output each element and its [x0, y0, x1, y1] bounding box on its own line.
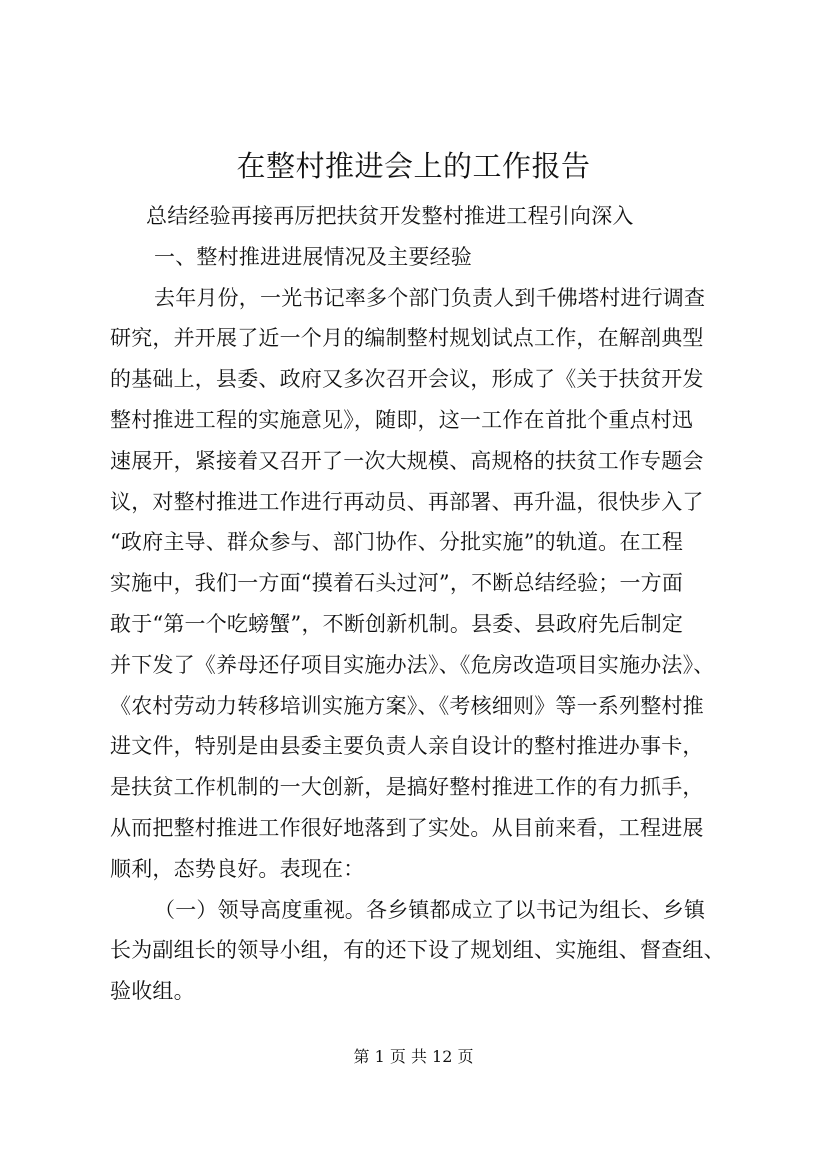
paragraph-line: 验收组。 [110, 979, 195, 1004]
paragraph-2 [110, 890, 730, 1012]
paragraph-line: 研究，并开展了近一个月的编制整村规划试点工作，在解剖典型 [110, 326, 704, 351]
paragraph-line: 议，对整村推进工作进行再动员、再部署、再升温，很快步入了 [110, 489, 704, 514]
paragraph-line: 并下发了《养母还仔项目实施办法》、《危房改造项目实施办法》、 [110, 652, 715, 677]
document-subtitle: 总结经验再接再厉把扶贫开发整村推进工程引向深入 [146, 204, 634, 228]
document-body [110, 196, 730, 1012]
paragraph-line: 敢于“第一个吃螃蟹”，不断创新机制。县委、县政府先后制定 [110, 611, 684, 636]
paragraph-line: 实施中，我们一方面“摸着石头过河”，不断总结经验；一方面 [110, 571, 684, 596]
paragraph-line: 进文件，特别是由县委主要负责人亲自设计的整村推进办事卡， [110, 734, 704, 759]
paragraph-line: 顺利，态势良好。表现在： [110, 856, 365, 881]
paragraph-line: 长为副组长的领导小组，有的还下设了规划组、实施组、督查组、 [110, 938, 725, 963]
paragraph-line: 是扶贫工作机制的一大创新，是搞好整村推进工作的有力抓手， [110, 775, 704, 800]
section-heading: 一、整村推进进展情况及主要经验 [154, 244, 472, 269]
paragraph-line: 从而把整村推进工作很好地落到了实处。从目前来看，工程进展 [110, 815, 704, 840]
document-title: 在整村推进会上的工作报告 [236, 149, 591, 183]
paragraph-1 [110, 278, 730, 890]
paragraph-line: “政府主导、群众参与、部门协作、分批实施”的轨道。在工程 [110, 530, 684, 555]
page-footer: 第 1 页 共 12 页 [353, 1047, 474, 1066]
paragraph-line: （一）领导高度重视。各乡镇都成立了以书记为组长、乡镇 [154, 897, 706, 922]
paragraph-line: 去年月份，一光书记率多个部门负责人到千佛塔村进行调查 [154, 285, 706, 310]
paragraph-line: 速展开，紧接着又召开了一次大规模、高规格的扶贫工作专题会 [110, 448, 704, 473]
paragraph-line: 整村推进工程的实施意见》，随即，这一工作在首批个重点村迅 [110, 407, 694, 432]
paragraph-line: 的基础上，县委、政府又多次召开会议，形成了《关于扶贫开发 [110, 367, 704, 392]
paragraph-line: 《农村劳动力转移培训实施方案》、《考核细则》等一系列整村推 [110, 693, 704, 718]
